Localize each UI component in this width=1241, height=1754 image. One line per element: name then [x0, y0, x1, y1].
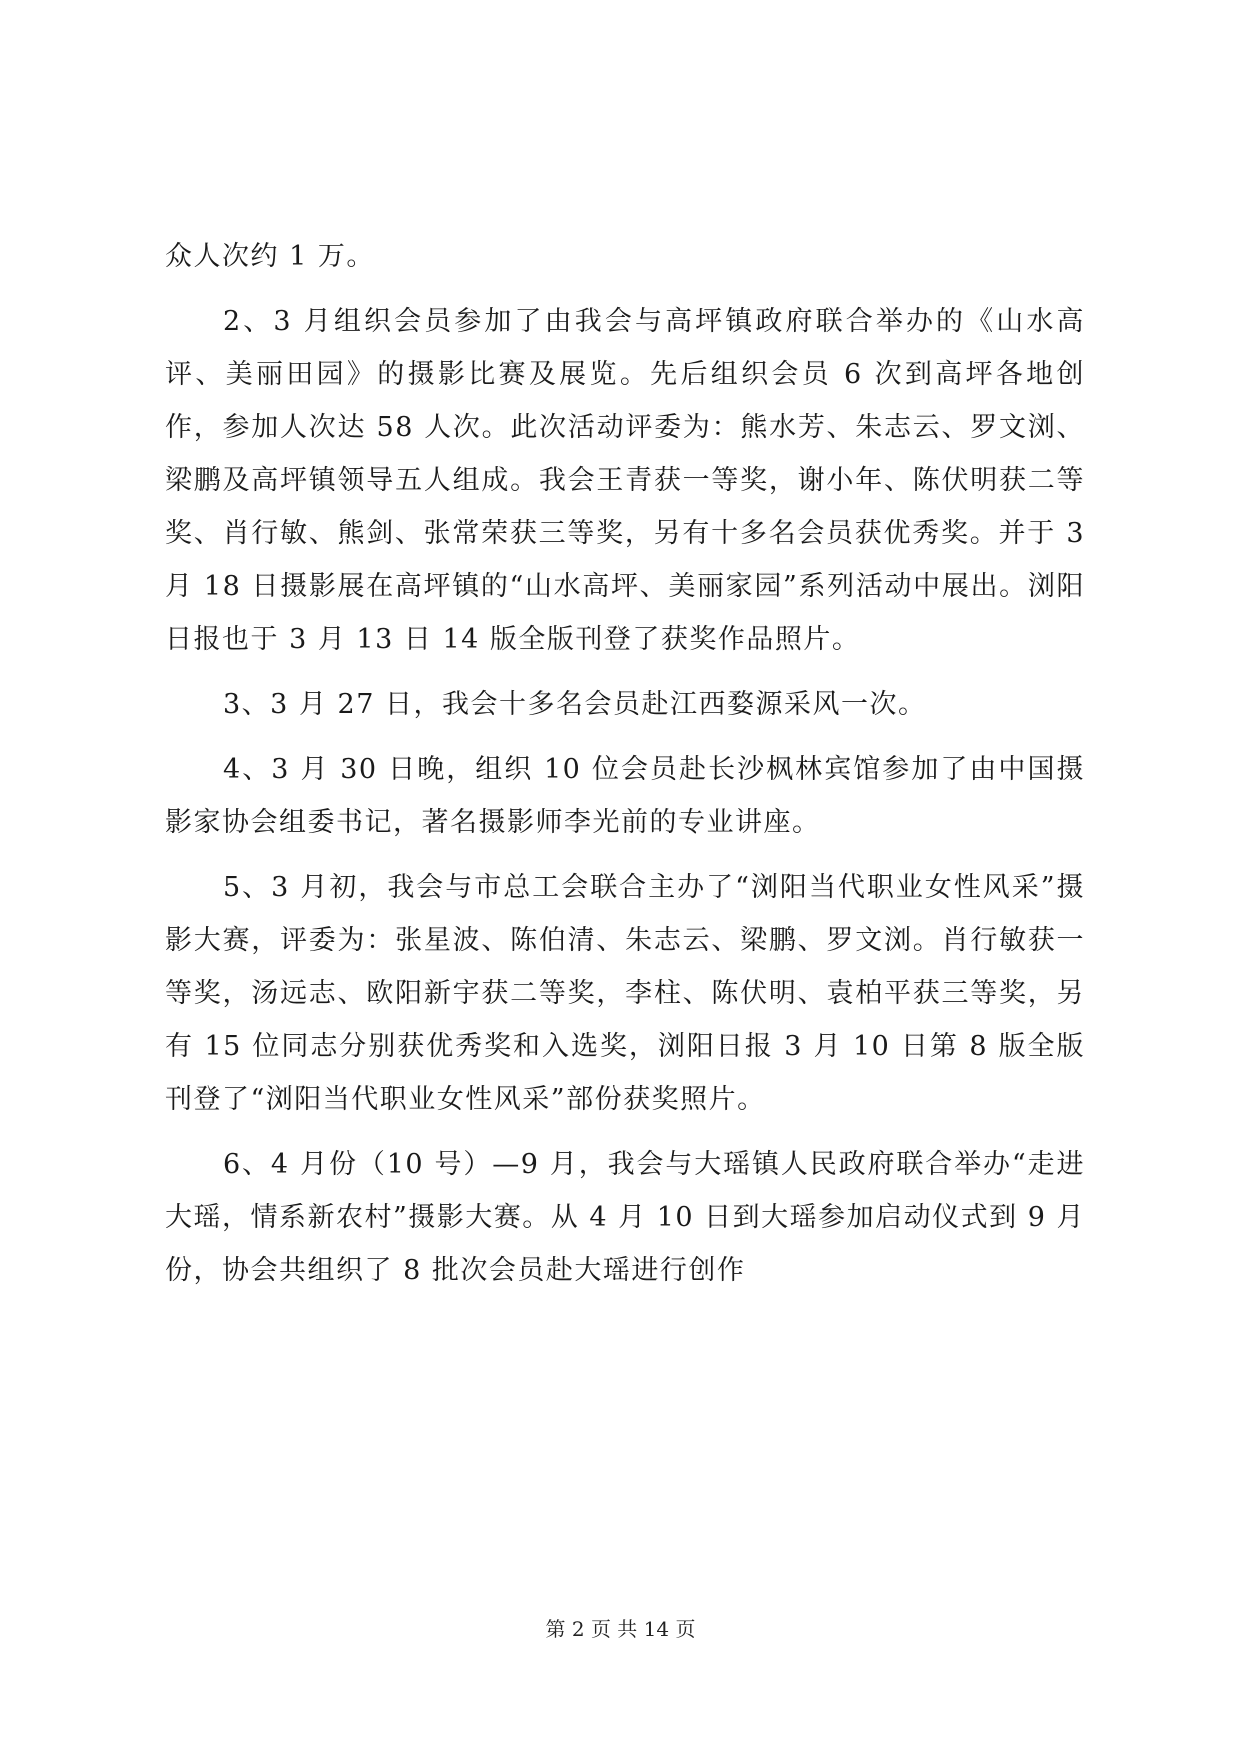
page-number: 第 2 页 共 14 页	[545, 1617, 696, 1641]
page-footer	[0, 1613, 1241, 1642]
paragraph-item-4: 4、3 月 30 日晚，组织 10 位会员赴长沙枫林宾馆参加了由中国摄影家协会组委书记，著名摄影师李光前的专业讲座。	[165, 754, 1085, 838]
paragraph-continuation: 众人次约 1 万。	[165, 241, 375, 272]
paragraph-item-3: 3、3 月 27 日，我会十多名会员赴江西婺源采风一次。	[223, 689, 927, 720]
paragraph-item-2: 2、3 月组织会员参加了由我会与高坪镇政府联合举办的《山水高评、美丽田园》的摄影比赛及展览。先后组织会员 6 次到高坪各地创作，参加人次达 58 人次。此次活动评委为：熊水芳、朱志云、罗文浏、梁鹏及高坪镇领导五人组成。我会王青获一等奖，谢小年、陈伏明获二等奖、肖行敏、熊剑、张常荣获三等奖，另有十多名会员获优秀奖。并于 3 月 18 日摄影展在高坪镇的“山水高坪、美丽家园”系列活动中展出。浏阳日报也于 3 月 13 日 14 版全版刊登了获奖作品照片。	[165, 306, 1085, 655]
body-text	[165, 230, 1085, 1309]
paragraph-item-6: 6、4 月份（10 号）—9 月，我会与大瑶镇人民政府联合举办“走进大瑶，情系新农村”摄影大赛。从 4 月 10 日到大瑶参加启动仪式到 9 月份，协会共组织了 8 批次会员赴大瑶进行创作	[165, 1149, 1086, 1286]
paragraph-item-5: 5、3 月初，我会与市总工会联合主办了“浏阳当代职业女性风采”摄影大赛，评委为：张星波、陈伯清、朱志云、梁鹏、罗文浏。肖行敏获一等奖，汤远志、欧阳新宇获二等奖，李柱、陈伏明、袁柏平获三等奖，另有 15 位同志分别获优秀奖和入选奖，浏阳日报 3 月 10 日第 8 版全版刊登了“浏阳当代职业女性风采”部份获奖照片。	[165, 872, 1085, 1115]
